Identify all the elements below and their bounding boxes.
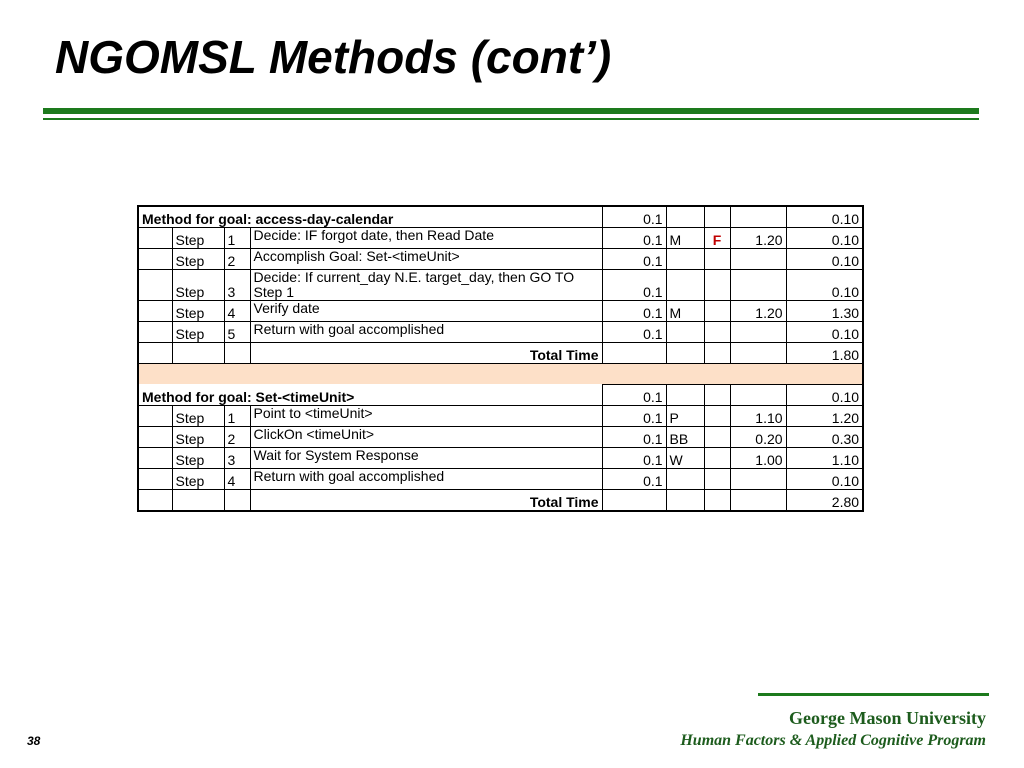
operator-time: 0.1 bbox=[602, 301, 666, 322]
step-description: Return with goal accomplished bbox=[250, 322, 602, 343]
table-row bbox=[138, 249, 863, 270]
section-separator bbox=[138, 364, 863, 385]
operator-code bbox=[666, 249, 704, 270]
step-label: Step bbox=[172, 406, 224, 427]
operator-code bbox=[666, 270, 704, 301]
step-number: 3 bbox=[224, 448, 250, 469]
unit-time: 1.20 bbox=[730, 228, 786, 249]
unit-time: 1.20 bbox=[730, 301, 786, 322]
operator-code: P bbox=[666, 406, 704, 427]
footer-org: George Mason University bbox=[789, 708, 986, 728]
step-time: 1.20 bbox=[786, 406, 863, 427]
title-rule-thin bbox=[43, 118, 979, 120]
unit-time bbox=[730, 249, 786, 270]
step-label: Step bbox=[172, 228, 224, 249]
unit-time: 0.20 bbox=[730, 427, 786, 448]
table-row bbox=[138, 228, 863, 249]
unit-time bbox=[730, 270, 786, 301]
step-time: 0.10 bbox=[786, 249, 863, 270]
operator-code: M bbox=[666, 301, 704, 322]
step-time: 0.10 bbox=[786, 228, 863, 249]
method-goal-label: Method for goal: Set-<timeUnit> bbox=[138, 385, 602, 406]
operator-time: 0.1 bbox=[602, 469, 666, 490]
step-description: Accomplish Goal: Set-<timeUnit> bbox=[250, 249, 602, 270]
method-header-row bbox=[138, 385, 863, 406]
total-time-value: 1.80 bbox=[786, 343, 863, 364]
method-goal-label: Method for goal: access-day-calendar bbox=[138, 206, 602, 228]
operator-time: 0.1 bbox=[602, 385, 666, 406]
step-description: Decide: IF forgot date, then Read Date bbox=[250, 228, 602, 249]
table-row bbox=[138, 448, 863, 469]
page-number: 38 bbox=[27, 734, 41, 748]
unit-time bbox=[730, 469, 786, 490]
step-time: 0.10 bbox=[786, 469, 863, 490]
step-time: 0.10 bbox=[786, 322, 863, 343]
method-header-row bbox=[138, 206, 863, 228]
step-time: 0.10 bbox=[786, 385, 863, 406]
table-row bbox=[138, 469, 863, 490]
operator-time: 0.1 bbox=[602, 406, 666, 427]
table-row bbox=[138, 301, 863, 322]
unit-time: 1.10 bbox=[730, 406, 786, 427]
step-time: 1.30 bbox=[786, 301, 863, 322]
table-row bbox=[138, 427, 863, 448]
step-time: 0.10 bbox=[786, 206, 863, 228]
flag-marker bbox=[704, 322, 730, 343]
step-number: 2 bbox=[224, 427, 250, 448]
total-row bbox=[138, 490, 863, 512]
step-label: Step bbox=[172, 448, 224, 469]
step-label: Step bbox=[172, 301, 224, 322]
flag-marker: F bbox=[704, 228, 730, 249]
step-description: Return with goal accomplished bbox=[250, 469, 602, 490]
step-number: 3 bbox=[224, 270, 250, 301]
operator-time: 0.1 bbox=[602, 249, 666, 270]
footer-program: Human Factors & Applied Cognitive Program bbox=[680, 732, 986, 749]
table-row bbox=[138, 406, 863, 427]
step-number: 4 bbox=[224, 301, 250, 322]
table-row bbox=[138, 270, 863, 301]
total-row bbox=[138, 343, 863, 364]
operator-time: 0.1 bbox=[602, 206, 666, 228]
step-number: 5 bbox=[224, 322, 250, 343]
step-description: Decide: If current_day N.E. target_day, then GO TO Step 1 bbox=[250, 270, 602, 301]
step-time: 0.30 bbox=[786, 427, 863, 448]
operator-time: 0.1 bbox=[602, 228, 666, 249]
step-number: 2 bbox=[224, 249, 250, 270]
step-time: 0.10 bbox=[786, 270, 863, 301]
operator-time: 0.1 bbox=[602, 448, 666, 469]
title-rule-thick bbox=[43, 108, 979, 114]
step-label: Step bbox=[172, 270, 224, 301]
step-label: Step bbox=[172, 469, 224, 490]
operator-code: M bbox=[666, 228, 704, 249]
operator-code: BB bbox=[666, 427, 704, 448]
slide-title: NGOMSL Methods (cont’) bbox=[55, 31, 612, 83]
step-time: 1.10 bbox=[786, 448, 863, 469]
step-label: Step bbox=[172, 249, 224, 270]
operator-time: 0.1 bbox=[602, 427, 666, 448]
step-description: Verify date bbox=[250, 301, 602, 322]
total-time-label: Total Time bbox=[250, 490, 602, 512]
ngomsl-table bbox=[137, 205, 864, 512]
unit-time: 1.00 bbox=[730, 448, 786, 469]
operator-code: W bbox=[666, 448, 704, 469]
operator-time: 0.1 bbox=[602, 270, 666, 301]
step-number: 1 bbox=[224, 228, 250, 249]
flag-marker bbox=[704, 249, 730, 270]
operator-code bbox=[666, 469, 704, 490]
step-description: Point to <timeUnit> bbox=[250, 406, 602, 427]
step-number: 1 bbox=[224, 406, 250, 427]
step-description: ClickOn <timeUnit> bbox=[250, 427, 602, 448]
operator-code bbox=[666, 322, 704, 343]
footer-rule bbox=[758, 693, 989, 696]
flag-marker bbox=[704, 301, 730, 322]
table-row bbox=[138, 322, 863, 343]
total-time-label: Total Time bbox=[250, 343, 602, 364]
step-label: Step bbox=[172, 322, 224, 343]
unit-time bbox=[730, 322, 786, 343]
step-number: 4 bbox=[224, 469, 250, 490]
operator-time: 0.1 bbox=[602, 322, 666, 343]
step-description: Wait for System Response bbox=[250, 448, 602, 469]
step-label: Step bbox=[172, 427, 224, 448]
total-time-value: 2.80 bbox=[786, 490, 863, 512]
flag-marker bbox=[704, 270, 730, 301]
